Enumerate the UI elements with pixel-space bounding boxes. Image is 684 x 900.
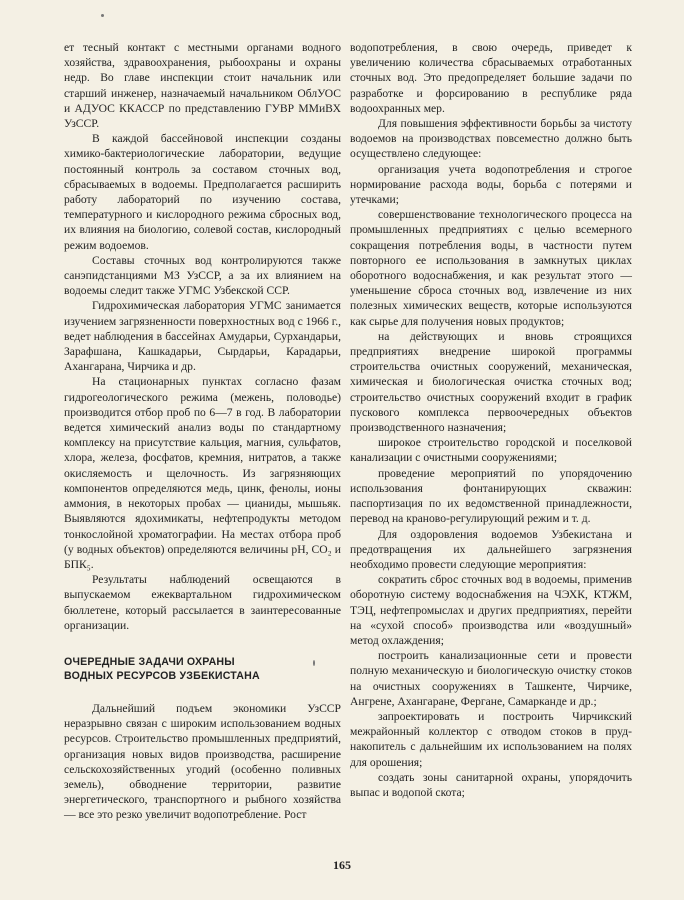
paragraph: В каждой бассейновой инспекции созданы химико-бактериологические лаборатории, ведущие постоянный контроль за составом сточных вод, сбрасываемых в водоемы. Предполагается расширить работу лабораторий по изучению состава, температурного и кислородного режима сбросных вод, их влияния на биологию, солевой состав, кислородный режим водоемов. [64,132,341,252]
page-number: 165 [333,858,351,872]
list-item: проведение мероприятий по упорядочению использования фонтанирующих скважин: паспортизация по их ведомственной принадлежности, перевод на крановo-регулирующий режим и т. д. [350,466,632,526]
right-column [350,40,632,800]
paragraph: Дальнейший подъем экономики УзССР неразрывно связан с широким использованием водных ресурсов. Строительство промышленных предприятий, организация новых видов производства, расширение сельскохозяйственных угодий (особенно поливных земель), обводнение территории, развитие энергетического, транспортного и рыбного хозяйства — все это резко увеличит водопотребление. Рост [64,701,341,822]
paragraph: Для повышения эффективности борьбы за чистоту водоемов на производствах повсеместно должно быть осуществлено следующее: [350,117,632,161]
list-item: запроектировать и построить Чирчикский межрайонный коллектор с отводом стоков в пруд-накопитель с дальнейшим их использованием на полях для орошения; [350,709,632,769]
list-item: сократить сброс сточных вод в водоемы, применив оборотную систему водоснабжения на ЧЭХК, КТЖМ, ТЭЦ, нефтепромыслах и других предприятиях, перейти на «сухой способ» производства или «воздушный» метод охлаждения; [350,573,632,647]
list-item: организация учета водопотребления и строгое нормирование расхода воды, борьба с потерями и утечками; [350,162,632,207]
paragraph: Для оздоровления водоемов Узбекистана и предотвращения их дальнейшего загрязнения необходимо провести следующие мероприятия: [350,527,632,571]
list-item: создать зоны санитарной охраны, упорядочить выпас и водопой скота; [350,770,632,799]
list-item: совершенствование технологического процесса на промышленных предприятиях с целью всемерного сокращения потребления воды, в частности путем повторного ее использования в замкнутых циклах оборотного водоснабжения, и как результат этого — уменьшение сброса сточных вод, извлечение из них полезных химических веществ, которые используются как сырье для получения новых продуктов; [350,208,632,328]
list-item: построить канализационные сети и провести полную механическую и биологическую очистку стоков на очистных сооружениях в Ташкенте, Чирчике, Ангрене, Ахангаране, Фергане, Самарканде и др.; [350,649,632,708]
section-heading [64,655,341,683]
left-column [64,40,341,823]
paragraph: На стационарных пунктах согласно фазам гидрогеологического режима (межень, половодье) производится отбор проб по 6—7 в год. В лаборатории ведется химический анализ воды по стандартному комплексу на присутствие кальция, магния, сульфатов, хлора, железа, фосфатов, кремния, нитратов, а также окисляемость и щелочность. Из загрязняющих компонентов определяются медь, цинк, фенолы, ионы аммония, в некоторых пробах — цианиды, мышьяк. Выявляются ядохимикаты, нефтепродукты методом тонкослойной хроматографии. На местах отбора проб (у водных объектов) определяются величины pH, CO₂ и БПК₅. [64,375,341,571]
paragraph: ет тесный контакт с местными органами водного хозяйства, здравоохранения, рыбоохраны и охраны недр. Во главе инспекции стоит начальник или старший инженер, назначаемый начальником ОблУОС и АДУОС ККАССР по представлению ГУВР ММиВХ УзССР. [64,41,341,131]
paragraph: водопотребления, в свою очередь, приведет к увеличению количества сбрасываемых отработанных сточных вод. Это предопределяет большие задачи по разработке и форсированию в республике ряда водоохранных мер. [350,41,632,115]
section-heading-line: ВОДНЫХ РЕСУРСОВ УЗБЕКИСТАНА [64,669,260,682]
paragraph: Составы сточных вод контролируются также санэпидстанциями МЗ УзССР, а за их влиянием на водоемы следит также УГМС Узбекской ССР. [64,253,341,298]
list-item: широкое строительство городской и поселковой канализации с очистными сооружениями; [350,436,632,465]
paragraph: Результаты наблюдений освещаются в выпускаемом ежеквартальном гидрохимическом бюллетене, который рассылается в заинтересованные организации. [64,573,341,632]
list-item: на действующих и вновь строящихся предприятиях внедрение широкой программы строительства очистных сооружений, механическая, химическая и биологическая очистка сточных вод; строительство очистных сооружений входит в график пускового комплекса первоочередных объектов производственного назначения; [350,329,632,435]
paragraph: Гидрохимическая лаборатория УГМС занимается изучением загрязненности поверхностных вод с 1966 г., ведет наблюдения в бассейнах Амударьи, Сурхандарьи, Зарафшана, Кашкадарьи, Сырдарьи, Карадарьи, Ахангарана, Чирчика и др. [64,299,341,374]
print-speck [101,14,104,17]
section-heading-line: ОЧЕРЕДНЫЕ ЗАДАЧИ ОХРАНЫ [64,655,235,668]
